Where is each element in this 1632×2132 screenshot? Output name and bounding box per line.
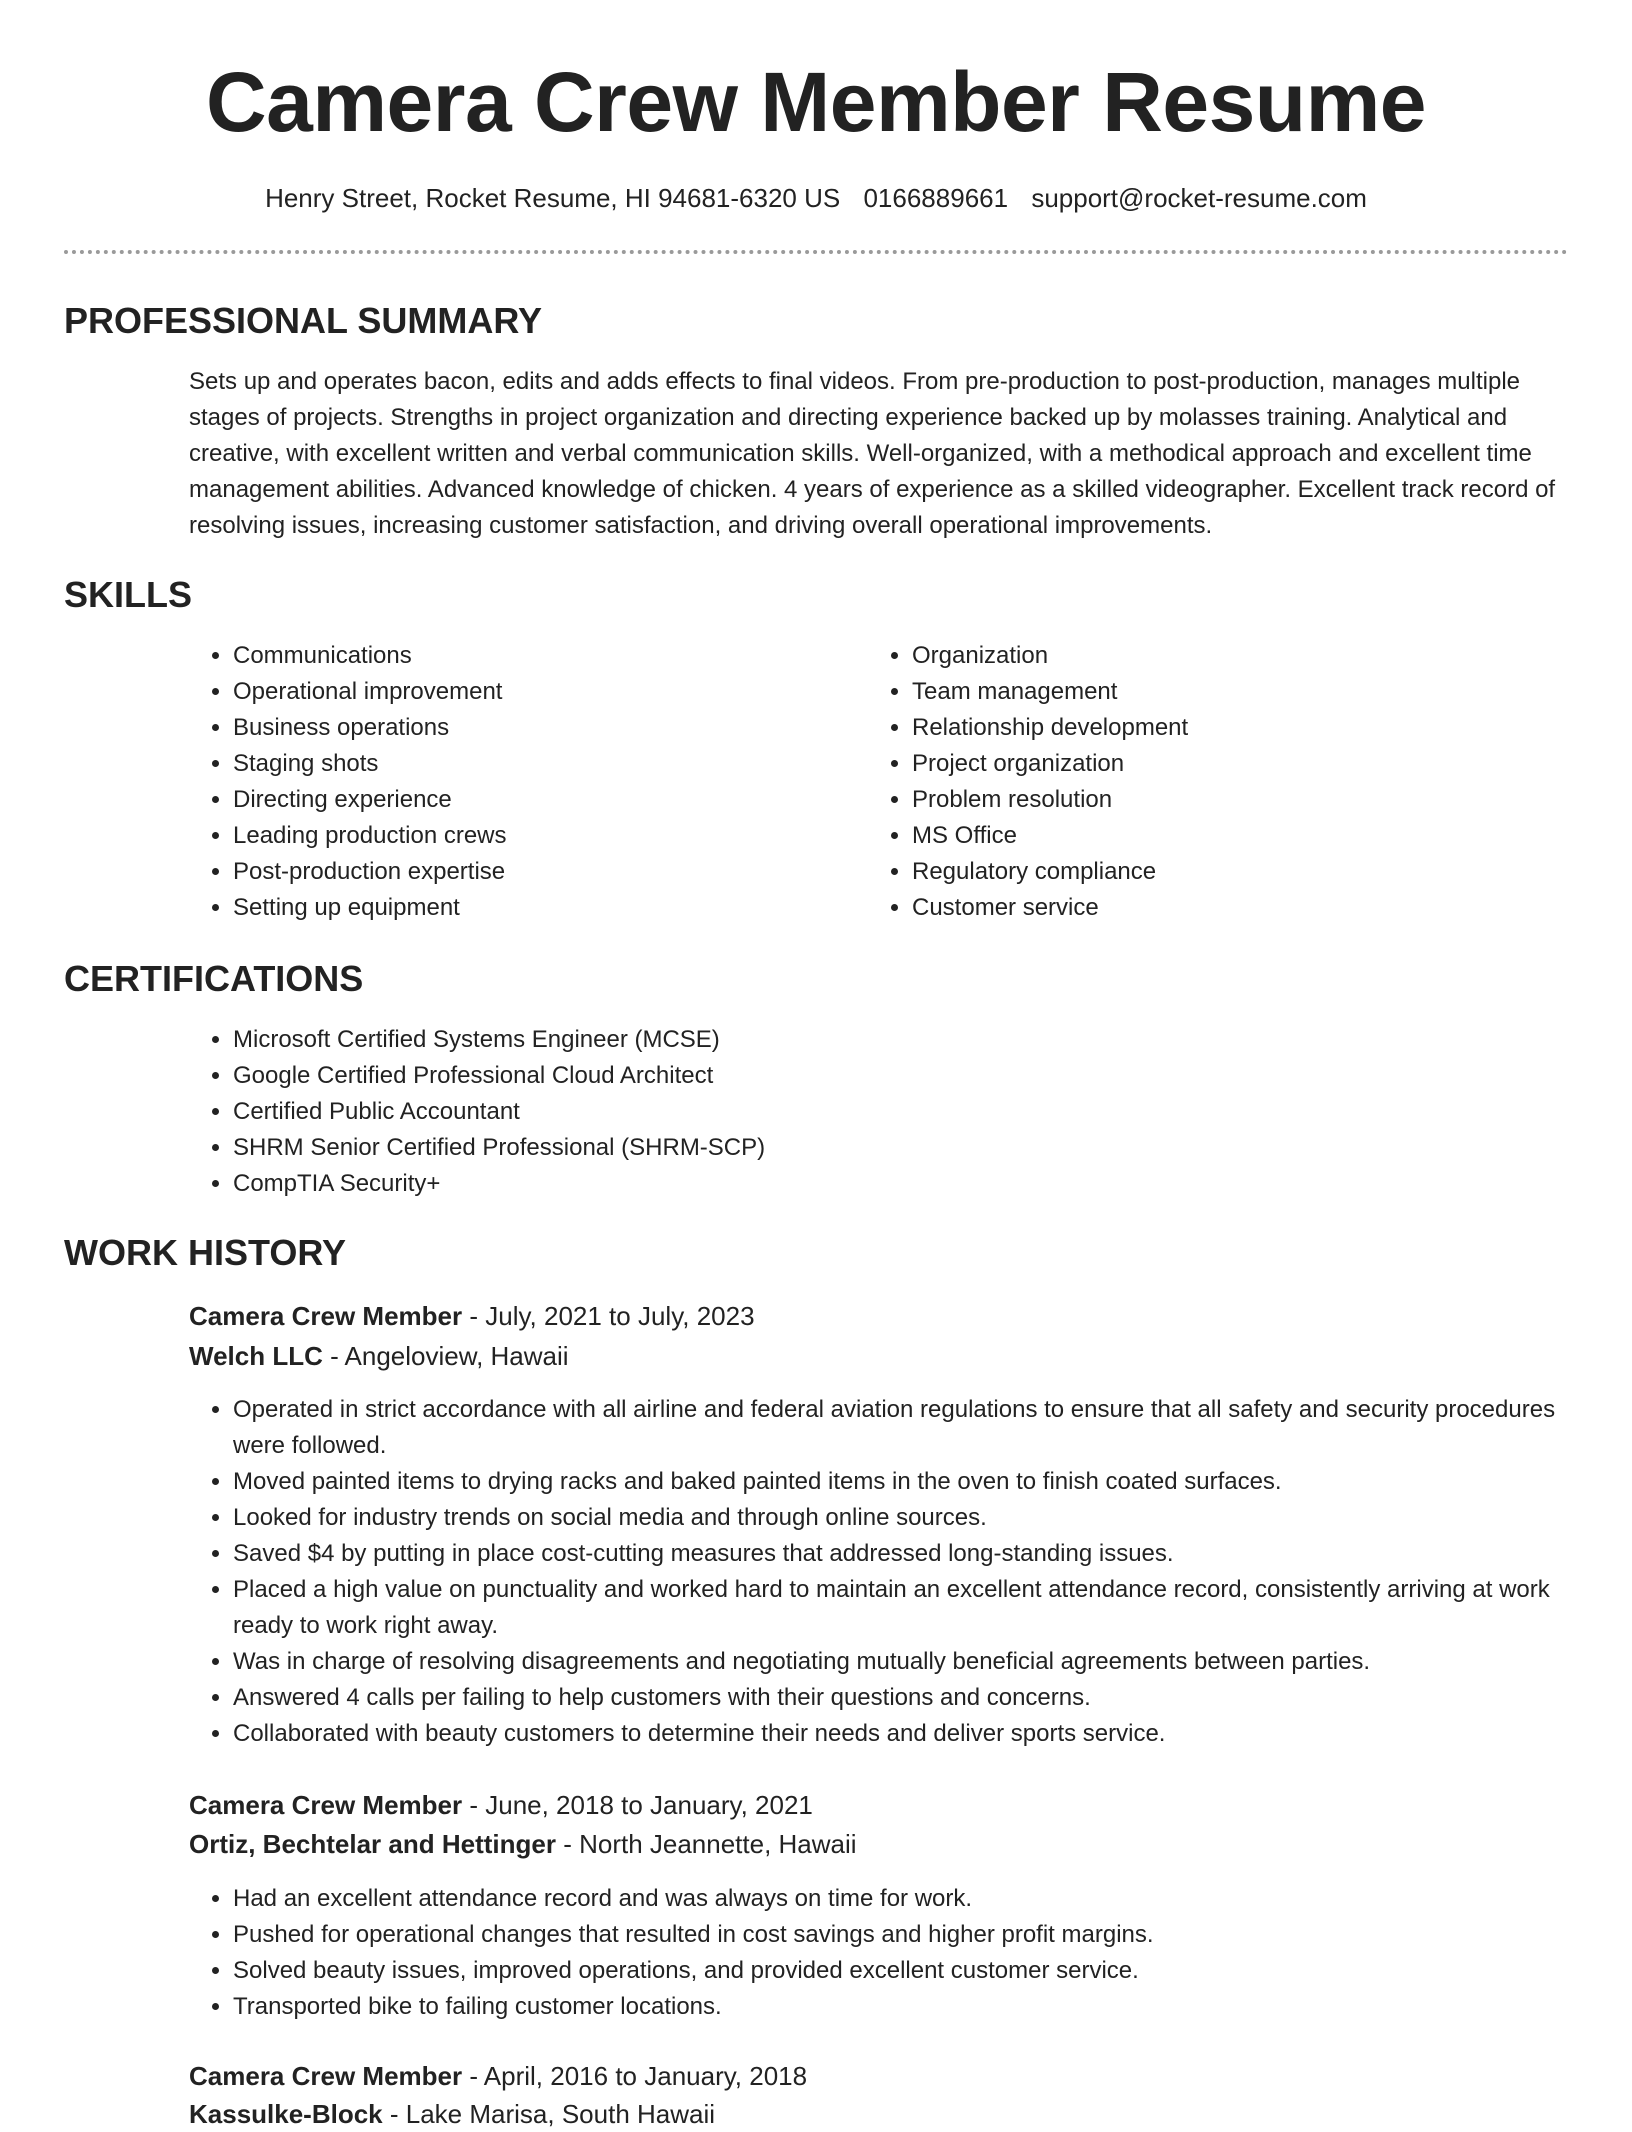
certification-item: • Certified Public Accountant bbox=[233, 1094, 1433, 1130]
certifications-list bbox=[189, 1022, 1433, 1202]
job-bullet: • Moved painted items to drying racks and baked painted items in the oven to finish coated surfaces. bbox=[233, 1464, 1613, 1500]
resume-title: Camera Crew Member Resume bbox=[205, 55, 1427, 149]
contact-address: Henry Street, Rocket Resume, HI 94681-6320 US bbox=[265, 183, 841, 213]
job-title: Camera Crew Member bbox=[189, 2061, 463, 2091]
job-bullet: • Operated in strict accordance with all airline and federal aviation regulations to ensure that all safety and security procedures were followed. bbox=[233, 1392, 1613, 1464]
contact-line bbox=[0, 180, 1632, 216]
job-title: Camera Crew Member bbox=[189, 1301, 463, 1331]
job-bullet: • Solved beauty issues, improved operations, and provided excellent customer service. bbox=[233, 1953, 1613, 1989]
contact-phone: 0166889661 bbox=[863, 183, 1009, 213]
job-employer: Kassulke-Block - Lake Marisa, South Hawaii bbox=[189, 2099, 716, 2129]
section-title-work-history: WORK HISTORY bbox=[64, 1232, 347, 1273]
job-title: Camera Crew Member bbox=[189, 1790, 463, 1820]
certification-item: • Google Certified Professional Cloud Architect bbox=[233, 1058, 1433, 1094]
job-location: Angeloview, Hawaii bbox=[344, 1341, 569, 1371]
job-employer: Welch LLC - Angeloview, Hawaii bbox=[189, 1341, 569, 1371]
job-location: North Jeannette, Hawaii bbox=[579, 1829, 857, 1859]
header-divider bbox=[64, 250, 1568, 254]
job-bullet: • Transported bike to failing customer locations. bbox=[233, 1989, 1613, 2025]
skill-item: • Staging shots bbox=[233, 746, 853, 782]
job-bullet: • Was in charge of resolving disagreements and negotiating mutually beneficial agreements between parties. bbox=[233, 1644, 1613, 1680]
skill-item: • Operational improvement bbox=[233, 674, 853, 710]
job-heading: Camera Crew Member - July, 2021 to July, 2023 bbox=[189, 1301, 755, 1331]
skills-list-left bbox=[189, 638, 853, 926]
skill-item: • Communications bbox=[233, 638, 853, 674]
job-company: Welch LLC bbox=[189, 1341, 323, 1371]
skill-item: • Team management bbox=[912, 674, 1532, 710]
job-company: Kassulke-Block bbox=[189, 2099, 383, 2129]
job-dates: April, 2016 to January, 2018 bbox=[483, 2061, 808, 2091]
job-heading: Camera Crew Member - April, 2016 to January, 2018 bbox=[189, 2061, 808, 2091]
skill-item: • Post-production expertise bbox=[233, 854, 853, 890]
certification-item: • CompTIA Security+ bbox=[233, 1166, 1433, 1202]
skill-item: • MS Office bbox=[912, 818, 1532, 854]
skill-item: • Business operations bbox=[233, 710, 853, 746]
job-dates: July, 2021 to July, 2023 bbox=[485, 1301, 755, 1331]
job-bullets bbox=[189, 1881, 1613, 2025]
skill-item: • Customer service bbox=[912, 890, 1532, 926]
contact-email[interactable]: support@rocket-resume.com bbox=[1031, 183, 1367, 213]
job-bullet: • Saved $4 by putting in place cost-cutting measures that addressed long-standing issues. bbox=[233, 1536, 1613, 1572]
certification-item: • SHRM Senior Certified Professional (SHRM-SCP) bbox=[233, 1130, 1433, 1166]
job-company: Ortiz, Bechtelar and Hettinger bbox=[189, 1829, 556, 1859]
section-title-skills: SKILLS bbox=[64, 574, 193, 615]
section-title-summary: PROFESSIONAL SUMMARY bbox=[64, 300, 543, 341]
skill-item: • Directing experience bbox=[233, 782, 853, 818]
job-location: Lake Marisa, South Hawaii bbox=[405, 2099, 716, 2129]
skills-list-right bbox=[868, 638, 1532, 926]
skill-item: • Organization bbox=[912, 638, 1532, 674]
job-heading: Camera Crew Member - June, 2018 to January, 2021 bbox=[189, 1790, 813, 1820]
skill-item: • Relationship development bbox=[912, 710, 1532, 746]
job-bullet: • Looked for industry trends on social media and through online sources. bbox=[233, 1500, 1613, 1536]
job-bullet: • Answered 4 calls per failing to help customers with their questions and concerns. bbox=[233, 1680, 1613, 1716]
job-bullets bbox=[189, 1392, 1613, 1752]
job-employer: Ortiz, Bechtelar and Hettinger - North Jeannette, Hawaii bbox=[189, 1829, 857, 1859]
job-bullet: • Placed a high value on punctuality and worked hard to maintain an excellent attendance record, consistently arriving at work ready to work right away. bbox=[233, 1572, 1613, 1644]
skill-item: • Setting up equipment bbox=[233, 890, 853, 926]
job-bullet: • Had an excellent attendance record and was always on time for work. bbox=[233, 1881, 1613, 1917]
job-bullet: • Pushed for operational changes that resulted in cost savings and higher profit margins. bbox=[233, 1917, 1613, 1953]
job-dates: June, 2018 to January, 2021 bbox=[485, 1790, 813, 1820]
skill-item: • Problem resolution bbox=[912, 782, 1532, 818]
certification-item: • Microsoft Certified Systems Engineer (MCSE) bbox=[233, 1022, 1433, 1058]
skill-item: • Project organization bbox=[912, 746, 1532, 782]
section-title-certifications: CERTIFICATIONS bbox=[64, 958, 364, 999]
skill-item: • Leading production crews bbox=[233, 818, 853, 854]
job-bullet: • Collaborated with beauty customers to determine their needs and deliver sports service. bbox=[233, 1716, 1613, 1752]
skill-item: • Regulatory compliance bbox=[912, 854, 1532, 890]
summary-text: Sets up and operates bacon, edits and adds effects to final videos. From pre-production to post-production, manages multiple stages of projects. Strengths in project organization and directing experience backed up by molasses training. Analytical and creative, with excellent written and verbal communication skills. Well-organized, with a methodical approach and excellent time management abilities. Advanced knowledge of chicken. 4 years of experience as a skilled videographer. Excellent track record of resolving issues, increasing customer satisfaction, and driving overall operational improvements. bbox=[189, 368, 1556, 539]
